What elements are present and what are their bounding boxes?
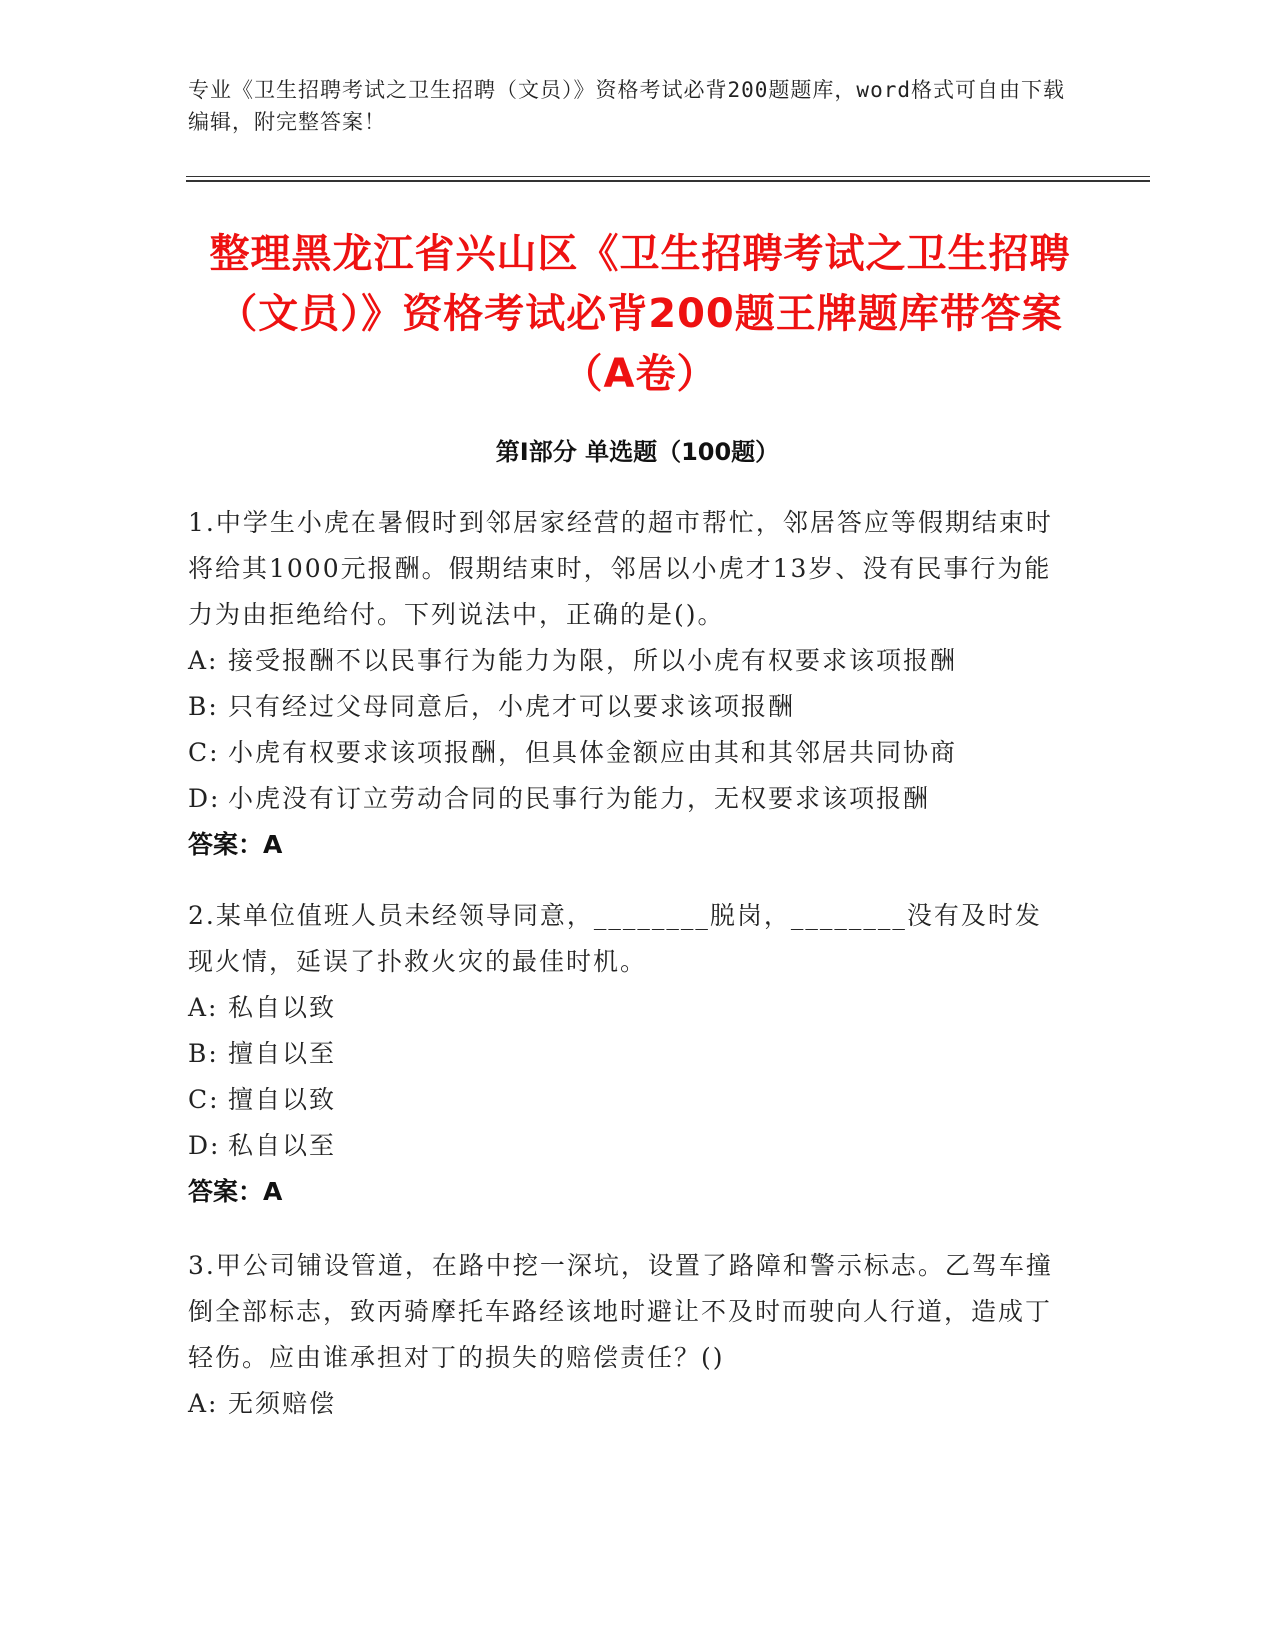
- option-text: 无须赔偿: [228, 1389, 337, 1418]
- option-text: 私自以致: [228, 993, 337, 1022]
- option-letter: D:: [188, 784, 221, 813]
- question-stem: 3.甲公司铺设管道，在路中挖一深坑，设置了路障和警示标志。乙驾车撞倒全部标志，致丙骑摩托车路经该地时避让不及时而驶向人行道，造成丁轻伤。应由谁承担对丁的损失的赔偿责任？(): [188, 1251, 1053, 1372]
- question-2: [188, 893, 1058, 1215]
- option-a: [188, 985, 1058, 1031]
- option-c: [188, 1077, 1058, 1123]
- option-letter: B:: [188, 1039, 219, 1068]
- header-divider-thin: [186, 176, 1150, 177]
- option-letter: A:: [188, 993, 219, 1022]
- option-c: [188, 730, 1058, 776]
- option-d: [188, 776, 1058, 822]
- option-text: 小虎没有订立劳动合同的民事行为能力，无权要求该项报酬: [228, 784, 931, 813]
- option-text: 私自以至: [228, 1131, 337, 1160]
- option-letter: C:: [188, 738, 220, 767]
- question-stem: 1.中学生小虎在暑假时到邻居家经营的超市帮忙，邻居答应等假期结束时将给其1000元报酬。假期结束时，邻居以小虎才13岁、没有民事行为能力为由拒绝给付。下列说法中，正确的是()。: [188, 508, 1053, 629]
- section-title: 第Ⅰ部分 单选题（100题）: [495, 438, 780, 466]
- question-stem: 2.某单位值班人员未经领导同意，________脱岗，________没有及时发现火情，延误了扑救火灾的最佳时机。: [188, 901, 1042, 976]
- option-b: [188, 684, 1058, 730]
- option-letter: A:: [188, 646, 219, 675]
- question-3: [188, 1243, 1058, 1427]
- option-letter: C:: [188, 1085, 220, 1114]
- answer: 答案：A: [188, 830, 283, 859]
- question-1: [188, 500, 1058, 868]
- option-a: [188, 638, 1058, 684]
- option-text: 接受报酬不以民事行为能力为限，所以小虎有权要求该项报酬: [228, 646, 958, 675]
- option-letter: D:: [188, 1131, 221, 1160]
- option-a: [188, 1381, 1058, 1427]
- option-text: 擅自以致: [228, 1085, 337, 1114]
- answer: 答案：A: [188, 1177, 283, 1206]
- document-title: 整理黑龙江省兴山区《卫生招聘考试之卫生招聘（文员）》资格考试必背200题王牌题库带答案（A卷）: [209, 231, 1071, 397]
- option-letter: B:: [188, 692, 219, 721]
- option-text: 擅自以至: [228, 1039, 337, 1068]
- header-divider-thick: [186, 180, 1150, 182]
- option-text: 只有经过父母同意后，小虎才可以要求该项报酬: [228, 692, 796, 721]
- header-note: 专业《卫生招聘考试之卫生招聘（文员）》资格考试必背200题题库，word格式可自由下载编辑，附完整答案！: [188, 78, 1065, 134]
- option-letter: A:: [188, 1389, 219, 1418]
- option-text: 小虎有权要求该项报酬，但具体金额应由其和其邻居共同协商: [228, 738, 958, 767]
- option-d: [188, 1123, 1058, 1169]
- option-b: [188, 1031, 1058, 1077]
